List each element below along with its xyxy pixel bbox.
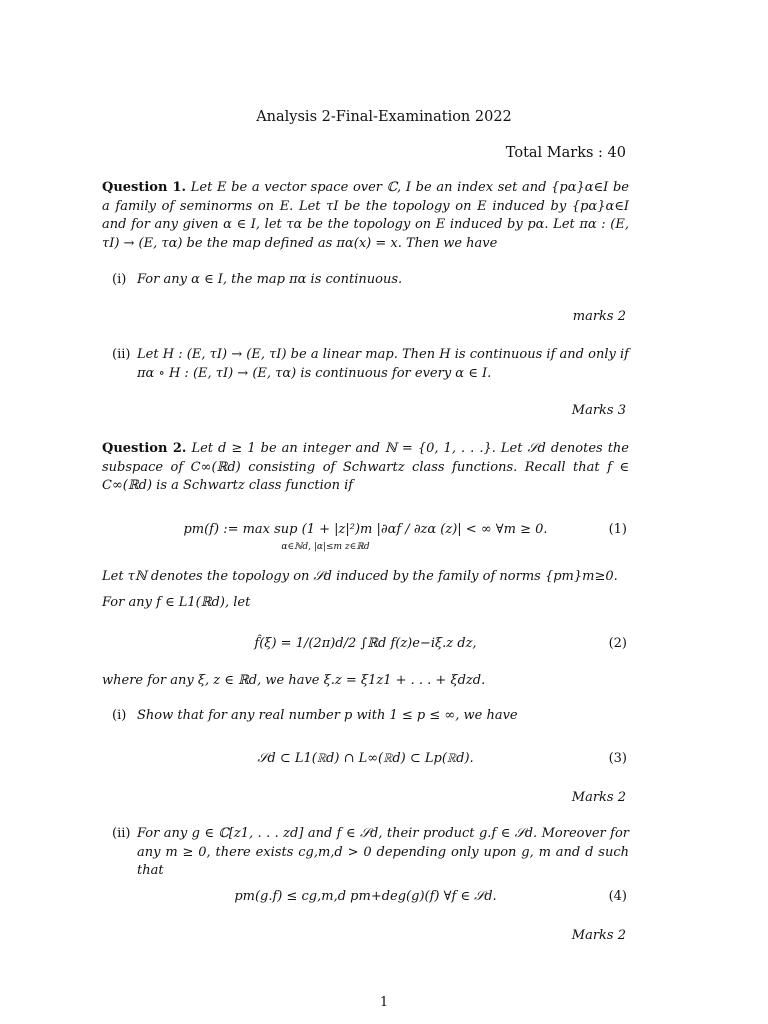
equation-2 [102,626,629,672]
total-marks: Total Marks : 40 [505,145,626,161]
page-number: 1 [379,995,389,1010]
equation-1-number: (1) [608,522,627,537]
item-text: For any g ∈ ℂ[z1, . . . zd] and f ∈ 𝒮d, their product g.f ∈ 𝒮d. Moreover for any m ≥ 0, there exists cg,m,d > 0 depending only upon g, m and d such that [137,826,629,878]
equation-1 [102,514,629,560]
equation-4 [102,882,629,928]
item-label: (ii) [112,347,131,362]
question-2-fourier-intro: For any f ∈ L1(ℝd), let [102,595,251,610]
question-2-item-ii-marks: Marks 2 [571,928,626,943]
question-2-item-ii [102,825,629,881]
question-1-text: Let E be a vector space over ℂ, I be an index set and {pα}α∈I be a family of seminorms on E. Let τI be the topology on E induced by {pα}α∈I and for any given α ∈ I, let τα be the topology on E induced by pα. Let πα : (E, τI) → (E, τα) be the map defined as πα(x) = x. Then we have [102,180,629,251]
equation-1-subscript: α∈ℕd, |α|≤m z∈ℝd [281,542,370,552]
question-2-topology-text: Let τℕ denotes the topology on 𝒮d induced by the family of norms {pm}m≥0. [102,569,618,584]
item-text: Show that for any real number p with 1 ≤ p ≤ ∞, we have [137,708,518,723]
equation-3-expression: 𝒮d ⊂ L1(ℝd) ∩ L∞(ℝd) ⊂ Lp(ℝd). [257,751,474,766]
question-1-item-ii-marks: Marks 3 [571,403,626,418]
equation-1-expression: pm(f) := max sup (1 + |z|²)m |∂αf / ∂zα (z)| < ∞ ∀m ≥ 0. [183,522,548,537]
question-2-label: Question 2. [102,441,187,456]
equation-3 [102,744,629,790]
question-2-item-i [102,707,629,726]
question-2-intro [102,440,629,496]
item-label: (ii) [112,826,131,841]
question-1-item-i-marks: marks 2 [572,309,626,324]
question-2-text: Let d ≥ 1 be an integer and ℕ = {0, 1, . . .}. Let 𝒮d denotes the subspace of C∞(ℝd) consisting of Schwartz class functions. Recall that f ∈ C∞(ℝd) is a Schwartz class function if [102,441,629,493]
equation-2-expression: f̂(ξ) = 1/(2π)d/2 ∫ℝd f(z)e−iξ.z dz, [254,636,477,651]
item-text: For any α ∈ I, the map πα is continuous. [137,272,403,287]
question-1-intro [102,179,629,253]
item-text: Let H : (E, τI) → (E, τI) be a linear map. Then H is continuous if and only if πα ∘ H : (E, τI) → (E, τα) is continuous for every α ∈ I. [137,347,629,381]
equation-4-expression: pm(g.f) ≤ cg,m,d pm+deg(g)(f) ∀f ∈ 𝒮d. [234,889,497,904]
item-label: (i) [112,272,127,287]
item-label: (i) [112,708,127,723]
equation-4-number: (4) [608,889,627,904]
equation-3-number: (3) [608,751,627,766]
equation-2-number: (2) [608,636,627,651]
question-1-label: Question 1. [102,180,187,195]
exam-title: Analysis 2-Final-Examination 2022 [256,109,512,125]
question-1-item-i [102,271,629,290]
question-2-item-i-marks: Marks 2 [571,790,626,805]
question-1-item-ii [102,346,629,383]
question-2-dot-product-text: where for any ξ, z ∈ ℝd, we have ξ.z = ξ1z1 + . . . + ξdzd. [102,673,486,688]
